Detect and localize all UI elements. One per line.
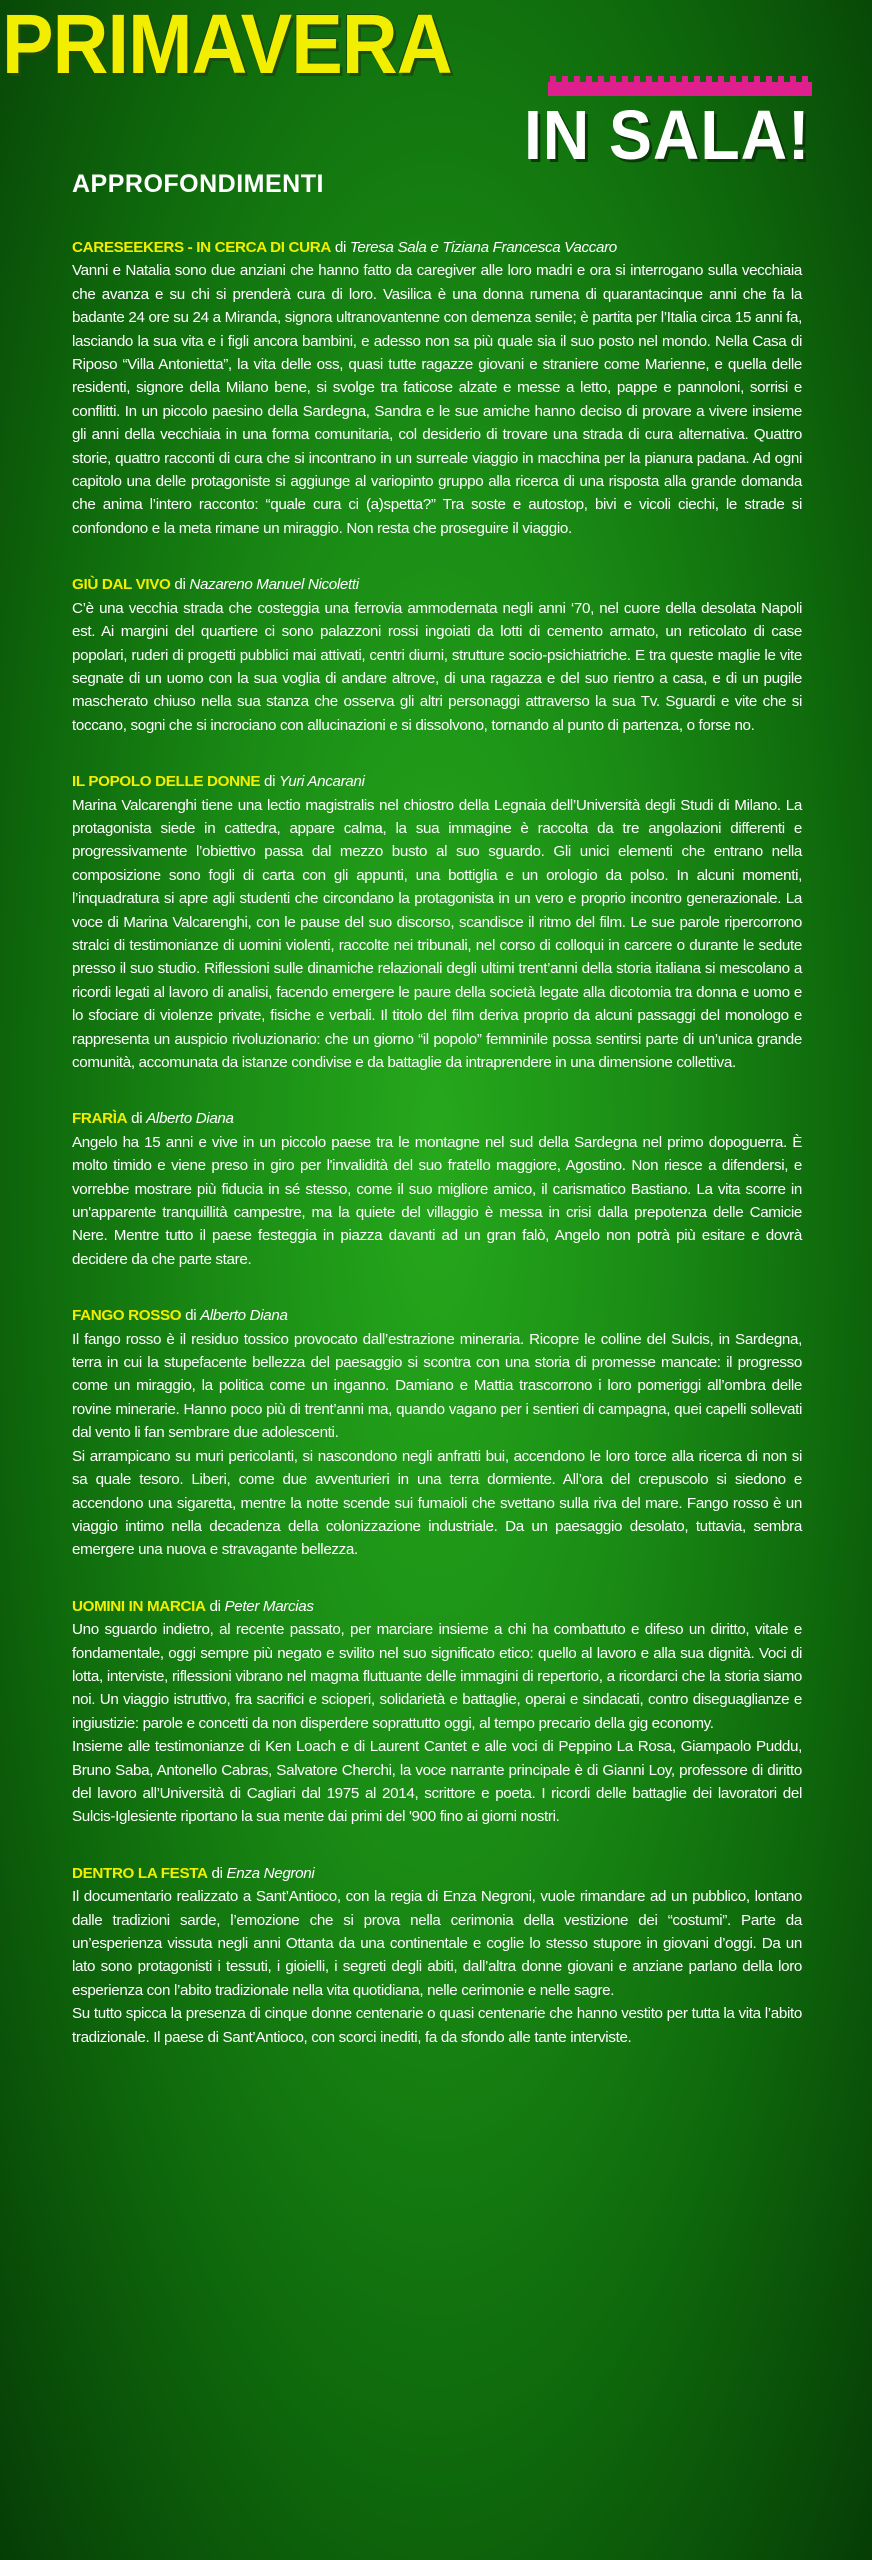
film-title: UOMINI IN MARCIA bbox=[72, 1597, 206, 1615]
section-heading: APPROFONDIMENTI bbox=[72, 170, 324, 198]
film-synopsis: Angelo ha 15 anni e vive in un piccolo paese tra le montagne nel sud della Sardegna nel primo dopoguerra. È molto timido e viene preso in giro per l'invalidità del suo fratello maggiore, Agostino. Non riesce a difendersi, e vorrebbe mostrare più fiducia in sé stesso, come il suo migliore amico, il carismatico Bastiano. La vita scorre in un'apparente tranquillità campestre, ma la quiete del villaggio è messa in crisi dalla prepotenza delle Camicie Nere. Mentre tutto il paese festeggia in piazza davanti ad un gran falò, Angelo non potrà più esitare e dovrà decidere da che parte stare. bbox=[72, 1133, 802, 1268]
film-synopsis: Uno sguardo indietro, al recente passato, per marciare insieme a chi ha combattuto e difeso un diritto, vitale e fondamentale, oggi sempre più negato e svilito nel suo significato etico: quello al lavoro e alla sua dignità. Voci di lotta, interviste, riflessioni vibrano nel magma fluttuante delle immagini di repertorio, a ricordarci che la storia siamo noi. Un viaggio istruttivo, fra sacrifici e scioperi, solidarietà e battaglie, operai e sindacati, contro diseguaglianze e ingiustizie: parole e concetti da non disperdere soprattutto oggi, al tempo precario della gig economy. bbox=[72, 1621, 802, 1732]
film-synopsis: Il fango rosso è il residuo tossico provocato dall’estrazione mineraria. Ricopre le colline del Sulcis, in Sardegna, terra in cui la stupefacente bellezza del paesaggio si scontra con una storia di promesse mancate: il progresso come un miraggio, la politica come un inganno. Damiano e Mattia trascorrono i loro pomeriggi all’ombra delle rovine minerarie. Hanno poco più di trent’anni ma, quando vagano per i sentieri di campagna, quei capelli sollevati dal vento li fan sembrare due adolescenti. bbox=[72, 1330, 802, 1442]
film-heading bbox=[72, 1862, 802, 1885]
film-synopsis: Su tutto spicca la presenza di cinque donne centenarie o quasi centenarie che hanno vestito per tutta la vita l’abito tradizionale. Il paese di Sant’Antioco, con scorci inediti, fa da sfondo alle tante interviste. bbox=[72, 2005, 802, 2046]
film-by: di bbox=[209, 1597, 221, 1615]
film-entry-fango-rosso bbox=[72, 1304, 802, 1561]
film-title: IL POPOLO DELLE DONNE bbox=[72, 773, 261, 791]
film-by: di bbox=[131, 1110, 143, 1128]
film-director: Alberto Diana bbox=[146, 1110, 234, 1128]
film-title: FANGO ROSSO bbox=[72, 1307, 182, 1325]
film-synopsis: Il documentario realizzato a Sant’Antioco, con la regia di Enza Negroni, vuole rimandare ad un pubblico, lontano dalle tradizioni sarde, l’emozione che si prova nella cerimonia della vestizione dei “costumi”. Parte da un’esperienza vissuta negli anni Ottanta da una continentale e coglie lo stesso stupore in giovani d’oggi. Da un lato sono protagonisti i tessuti, i gioielli, i segreti degli abiti, dall’altra donne giovani e anziane parlano della loro esperienza con l’abito tradizionale nella vita quotidiana, nelle cerimonie e nelle sagre. bbox=[72, 1888, 802, 1999]
film-by: di bbox=[264, 773, 276, 791]
page-header bbox=[0, 0, 872, 198]
film-entry-il-popolo-delle-donne bbox=[72, 770, 802, 1074]
film-director: Nazareno Manuel Nicoletti bbox=[189, 576, 359, 594]
film-heading bbox=[72, 573, 802, 596]
film-synopsis: Vanni e Natalia sono due anziani che hanno fatto da caregiver alle loro madri e ora si interrogano sulla vecchiaia che avanza e su chi si prenderà cura di loro. Vasilica è una donna rumena di quarantacinque anni che fa la badante 24 ore su 24 a Miranda, signora ultranovantenne con demenza senile; è partita per l’Italia circa 15 anni fa, lasciando la sua vita e i figli ancora bambini, e adesso non sa più quale sia il suo posto nel mondo. Nella Casa di Riposo “Villa Antonietta”, la vita delle oss, quasi tutte ragazze giovani e straniere come Marienne, e quella delle residenti, signore della Milano bene, si svolge tra faticose alzate e messe a letto, pappe e pannoloni, sorrisi e conflitti. In un piccolo paesino della Sardegna, Sandra e le sue amiche hanno deciso di provare a vivere insieme gli anni della vecchiaia in una forma comunitaria, col desiderio di trovare una strada di cura alternativa. Quattro storie, quattro racconti di cura che si incontrano in un surreale viaggio in macchina per la pianura padana. Ad ogni capitolo una delle protagoniste si aggiunge al variopinto gruppo alla ricerca di una risposta alla grande domanda che anima l’intero racconto: “quale cura ci (a)spetta?” Tra soste e autostop, bivi e vicoli ciechi, le strade si confondono e la meta rimane un miraggio. Non resta che proseguire il viaggio. bbox=[72, 262, 802, 537]
film-entry-dentro-la-festa bbox=[72, 1862, 802, 2049]
film-title: FRARÌA bbox=[72, 1110, 128, 1128]
decorative-stripe bbox=[548, 74, 812, 96]
film-heading bbox=[72, 1304, 802, 1327]
film-director: Enza Negroni bbox=[226, 1864, 315, 1882]
title-in-sala: IN SALA! bbox=[524, 96, 811, 174]
film-synopsis: Marina Valcarenghi tiene una lectio magistralis nel chiostro della Legnaia dell’Università degli Studi di Milano. La protagonista siede in cattedra, appare calma, la sua immagine è raccolta da tre angolazioni differenti e progressivamente l’obiettivo passa dal mezzo busto al suo sguardo. Gli unici elementi che entrano nella composizione sono fogli di carta con gli appunti, una bottiglia e un orologio da polso. In alcuni momenti, l’inquadratura si apre agli studenti che circondano la protagonista in un vero e proprio incontro generazionale. La voce di Marina Valcarenghi, con le pause del suo discorso, scandisce il ritmo del film. Le sue parole ripercorrono stralci di testimonianze di uomini violenti, raccolte nei tribunali, nel corso di colloqui in carcere o durante le sedute presso il suo studio. Riflessioni sulle dinamiche relazionali degli ultimi trent’anni della storia italiana si mescolano a ricordi legati al lavoro di analisi, facendo emergere le paure della società legate alla dicotomia tra donna e uomo e lo sfociare di violenze private, fisiche e verbali. Il titolo del film deriva proprio da alcuni passaggi del monologo e rappresenta un auspicio rivoluzionario: che un giorno “il popolo” femminile possa sentirsi parte di un’unica grande comunità, accomunata da istanze condivise e da battaglie da intraprendere in una dimensione collettiva. bbox=[72, 796, 802, 1071]
film-director: Alberto Diana bbox=[200, 1307, 288, 1325]
film-entry-giu-dal-vivo bbox=[72, 573, 802, 737]
film-entry-uomini-in-marcia bbox=[72, 1595, 802, 1829]
film-heading bbox=[72, 1107, 802, 1130]
film-title: DENTRO LA FESTA bbox=[72, 1864, 208, 1882]
film-director: Yuri Ancarani bbox=[279, 773, 365, 791]
film-title: GIÙ DAL VIVO bbox=[72, 576, 171, 594]
title-primavera: PRIMAVERA bbox=[2, 0, 452, 91]
film-synopsis: Insieme alle testimonianze di Ken Loach e di Laurent Cantet e alle voci di Peppino La Rosa, Giampaolo Puddu, Bruno Saba, Antonello Cabras, Salvatore Cherchi, la voce narrante principale è di Gianni Loy, professore di diritto del lavoro all’Università di Cagliari dal 1975 al 2014, scrittore e poeta. I ricordi delle battaglie dei lavoratori del Sulcis-Iglesiente riportano la sua mente dai primi del '900 fino ai giorni nostri. bbox=[72, 1738, 802, 1826]
film-by: di bbox=[211, 1864, 223, 1882]
film-title: CARESEEKERS - IN CERCA DI CURA bbox=[72, 239, 331, 256]
film-synopsis: Si arrampicano su muri pericolanti, si nascondono negli anfratti bui, accendono le loro torce alla ricerca di non si sa quale tesoro. Liberi, come due avventurieri in una terra dormiente. All’ora del crepuscolo si siedono e accendono una sigaretta, mentre la notte scende sui fumaioli che svettano sulla riva del mare. Fango rosso è un viaggio intimo nella decadenza della colonizzazione industriale. Da un paesaggio desolato, tuttavia, sembra emergere una nuova e stravagante bellezza. bbox=[72, 1447, 802, 1559]
film-by: di bbox=[185, 1307, 197, 1325]
film-heading bbox=[72, 236, 802, 259]
film-by: di bbox=[334, 239, 346, 256]
film-director: Teresa Sala e Tiziana Francesca Vaccaro bbox=[349, 239, 617, 256]
film-list bbox=[72, 236, 802, 2082]
film-synopsis: C’è una vecchia strada che costeggia una ferrovia ammodernata negli anni ‘70, nel cuore della desolata Napoli est. Ai margini del quartiere ci sono palazzoni rossi ingoiati da lotti di cemento armato, un reticolato di case popolari, ruderi di progetti pubblici mai attivati, centri diurni, strutture socio-psichiatriche. E tra queste maglie le vite segnate di un uomo con la sua voglia di andare altrove, di una ragazza e del suo rientro a casa, e di un pugile mascherato chiuso nella sua stanza che osserva gli altri personaggi attraverso la sua Tv. Sguardi e vite che si toccano, sogni che si incrociano con allucinazioni e si dissolvono, tornando al punto di partenza, o forse no. bbox=[72, 599, 802, 734]
film-by: di bbox=[174, 576, 186, 594]
film-heading bbox=[72, 770, 802, 793]
film-entry-fraria bbox=[72, 1107, 802, 1271]
film-entry-careseekers bbox=[72, 236, 802, 540]
film-heading bbox=[72, 1595, 802, 1618]
film-director: Peter Marcias bbox=[224, 1597, 314, 1615]
